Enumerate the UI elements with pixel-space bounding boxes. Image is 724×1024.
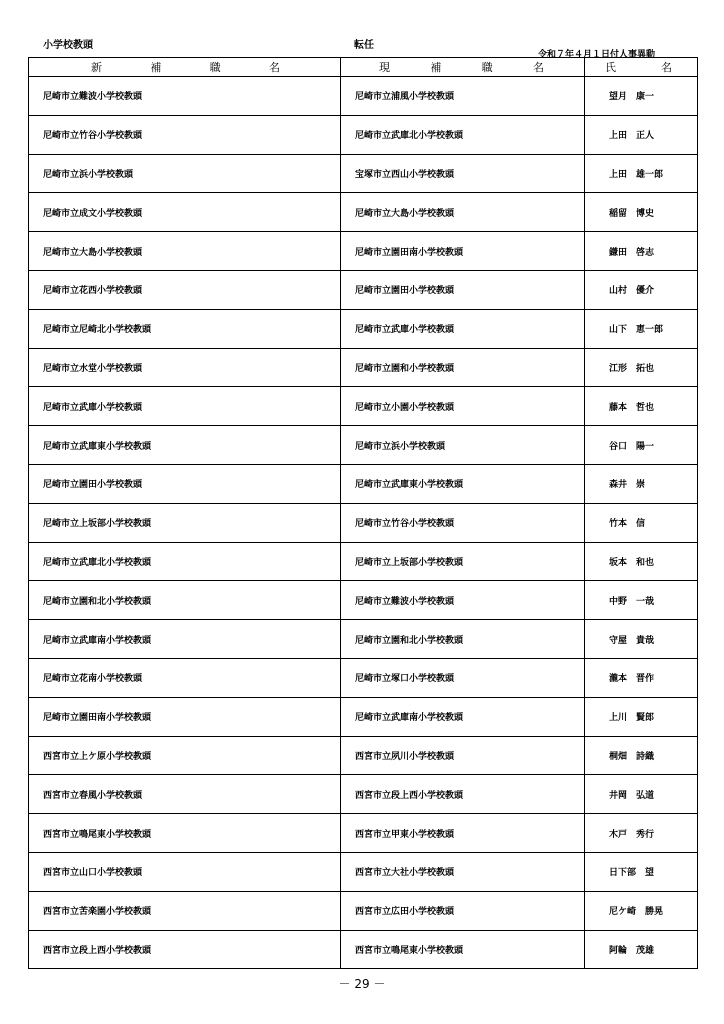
current-position-cell: 尼崎市立竹谷小学校教頭 xyxy=(341,503,585,542)
page-category: 小学校教頭 xyxy=(43,40,93,51)
new-position-cell: 尼崎市立水堂小学校教頭 xyxy=(29,348,341,387)
new-position-cell: 尼崎市立成文小学校教頭 xyxy=(29,193,341,232)
person-name-cell: 阿輪 茂雄 xyxy=(585,930,698,969)
new-position-cell: 西宮市立春風小学校教頭 xyxy=(29,775,341,814)
current-position-cell: 尼崎市立大島小学校教頭 xyxy=(341,193,585,232)
table-row xyxy=(29,270,698,309)
current-position-cell: 尼崎市立園和北小学校教頭 xyxy=(341,620,585,659)
new-position-cell: 尼崎市立上坂部小学校教頭 xyxy=(29,503,341,542)
new-position-cell: 尼崎市立武庫東小学校教頭 xyxy=(29,426,341,465)
header-char: 名 xyxy=(268,61,280,74)
personnel-table xyxy=(28,57,698,969)
header-char: 補 xyxy=(150,61,162,74)
current-position-cell: 西宮市立大社小学校教頭 xyxy=(341,852,585,891)
date-note: 令和７年４月１日付人事異動 xyxy=(538,50,656,60)
current-position-cell: 尼崎市立武庫北小学校教頭 xyxy=(341,115,585,154)
current-position-cell: 尼崎市立武庫小学校教頭 xyxy=(341,309,585,348)
table-row xyxy=(29,542,698,581)
current-position-cell: 尼崎市立上坂部小学校教頭 xyxy=(341,542,585,581)
table-row xyxy=(29,115,698,154)
current-position-cell: 尼崎市立武庫東小学校教頭 xyxy=(341,464,585,503)
table-row xyxy=(29,852,698,891)
new-position-cell: 西宮市立上ケ原小学校教頭 xyxy=(29,736,341,775)
new-position-cell: 西宮市立苦楽園小学校教頭 xyxy=(29,891,341,930)
table-row xyxy=(29,620,698,659)
new-position-cell: 尼崎市立浜小学校教頭 xyxy=(29,154,341,193)
transfer-type: 転任 xyxy=(354,40,374,51)
table-row xyxy=(29,309,698,348)
person-name-cell: 日下部 望 xyxy=(585,852,698,891)
table-row xyxy=(29,154,698,193)
current-position-cell: 西宮市立甲東小学校教頭 xyxy=(341,814,585,853)
person-name-cell: 江形 拓也 xyxy=(585,348,698,387)
table-header-row xyxy=(29,58,698,77)
person-name-cell: 森井 崇 xyxy=(585,464,698,503)
table-row xyxy=(29,387,698,426)
current-position-cell: 西宮市立広田小学校教頭 xyxy=(341,891,585,930)
person-name-cell: 山下 恵一郎 xyxy=(585,309,698,348)
table-row xyxy=(29,232,698,271)
new-position-cell: 尼崎市立難波小学校教頭 xyxy=(29,77,341,116)
new-position-cell: 西宮市立段上西小学校教頭 xyxy=(29,930,341,969)
person-name-cell: 上川 賢郎 xyxy=(585,697,698,736)
current-position-cell: 宝塚市立西山小学校教頭 xyxy=(341,154,585,193)
new-position-cell: 尼崎市立竹谷小学校教頭 xyxy=(29,115,341,154)
current-position-cell: 西宮市立夙川小学校教頭 xyxy=(341,736,585,775)
table-row xyxy=(29,697,698,736)
person-name-cell: 鎌田 啓志 xyxy=(585,232,698,271)
current-position-cell: 尼崎市立小園小学校教頭 xyxy=(341,387,585,426)
table-row xyxy=(29,193,698,232)
header-char: 現 xyxy=(379,61,390,74)
person-name-cell: 竹本 信 xyxy=(585,503,698,542)
person-name-cell: 望月 康一 xyxy=(585,77,698,116)
new-position-cell: 尼崎市立大島小学校教頭 xyxy=(29,232,341,271)
person-name-cell: 守屋 貴哉 xyxy=(585,620,698,659)
person-name-cell: 瀧本 晋作 xyxy=(585,658,698,697)
new-position-cell: 西宮市立山口小学校教頭 xyxy=(29,852,341,891)
person-name-cell: 井岡 弘道 xyxy=(585,775,698,814)
person-name-cell: 谷口 陽一 xyxy=(585,426,698,465)
current-position-cell: 尼崎市立浜小学校教頭 xyxy=(341,426,585,465)
current-position-cell: 尼崎市立難波小学校教頭 xyxy=(341,581,585,620)
new-position-cell: 尼崎市立武庫小学校教頭 xyxy=(29,387,341,426)
table-row xyxy=(29,814,698,853)
new-position-cell: 尼崎市立園和北小学校教頭 xyxy=(29,581,341,620)
current-position-cell: 尼崎市立武庫南小学校教頭 xyxy=(341,697,585,736)
person-name-cell: 木戸 秀行 xyxy=(585,814,698,853)
current-position-cell: 尼崎市立園和小学校教頭 xyxy=(341,348,585,387)
current-position-cell: 尼崎市立園田小学校教頭 xyxy=(341,270,585,309)
new-position-cell: 尼崎市立園田南小学校教頭 xyxy=(29,697,341,736)
table-row xyxy=(29,658,698,697)
page-number: － 29 － xyxy=(338,977,386,991)
person-name-cell: 藤本 哲也 xyxy=(585,387,698,426)
table-row xyxy=(29,736,698,775)
header-char: 職 xyxy=(209,61,221,74)
new-position-cell: 尼崎市立園田小学校教頭 xyxy=(29,464,341,503)
table-row xyxy=(29,775,698,814)
person-name-cell: 上田 正人 xyxy=(585,115,698,154)
header-char: 氏 xyxy=(605,61,616,74)
table-row xyxy=(29,891,698,930)
table-row xyxy=(29,348,698,387)
table-row xyxy=(29,426,698,465)
table-row xyxy=(29,503,698,542)
header-name xyxy=(585,58,698,77)
header-new-position xyxy=(29,58,341,77)
new-position-cell: 尼崎市立花西小学校教頭 xyxy=(29,270,341,309)
person-name-cell: 中野 一哉 xyxy=(585,581,698,620)
current-position-cell: 尼崎市立園田南小学校教頭 xyxy=(341,232,585,271)
header-char: 名 xyxy=(661,61,672,74)
current-position-cell: 尼崎市立浦風小学校教頭 xyxy=(341,77,585,116)
header-char: 職 xyxy=(481,61,493,74)
current-position-cell: 尼崎市立塚口小学校教頭 xyxy=(341,658,585,697)
table-row xyxy=(29,581,698,620)
current-position-cell: 西宮市立段上西小学校教頭 xyxy=(341,775,585,814)
header-char: 新 xyxy=(91,61,102,74)
new-position-cell: 尼崎市立尼崎北小学校教頭 xyxy=(29,309,341,348)
person-name-cell: 山村 優介 xyxy=(585,270,698,309)
person-name-cell: 尼ケ崎 勝晃 xyxy=(585,891,698,930)
table-row xyxy=(29,464,698,503)
header-char: 名 xyxy=(532,61,544,74)
table-row xyxy=(29,930,698,969)
table-row xyxy=(29,77,698,116)
new-position-cell: 西宮市立鳴尾東小学校教頭 xyxy=(29,814,341,853)
header-current-position xyxy=(341,58,585,77)
person-name-cell: 稲留 博史 xyxy=(585,193,698,232)
person-name-cell: 桐畑 詩織 xyxy=(585,736,698,775)
header-char: 補 xyxy=(430,61,442,74)
person-name-cell: 坂本 和也 xyxy=(585,542,698,581)
current-position-cell: 西宮市立鳴尾東小学校教頭 xyxy=(341,930,585,969)
person-name-cell: 上田 雄一郎 xyxy=(585,154,698,193)
new-position-cell: 尼崎市立武庫南小学校教頭 xyxy=(29,620,341,659)
new-position-cell: 尼崎市立武庫北小学校教頭 xyxy=(29,542,341,581)
new-position-cell: 尼崎市立花南小学校教頭 xyxy=(29,658,341,697)
